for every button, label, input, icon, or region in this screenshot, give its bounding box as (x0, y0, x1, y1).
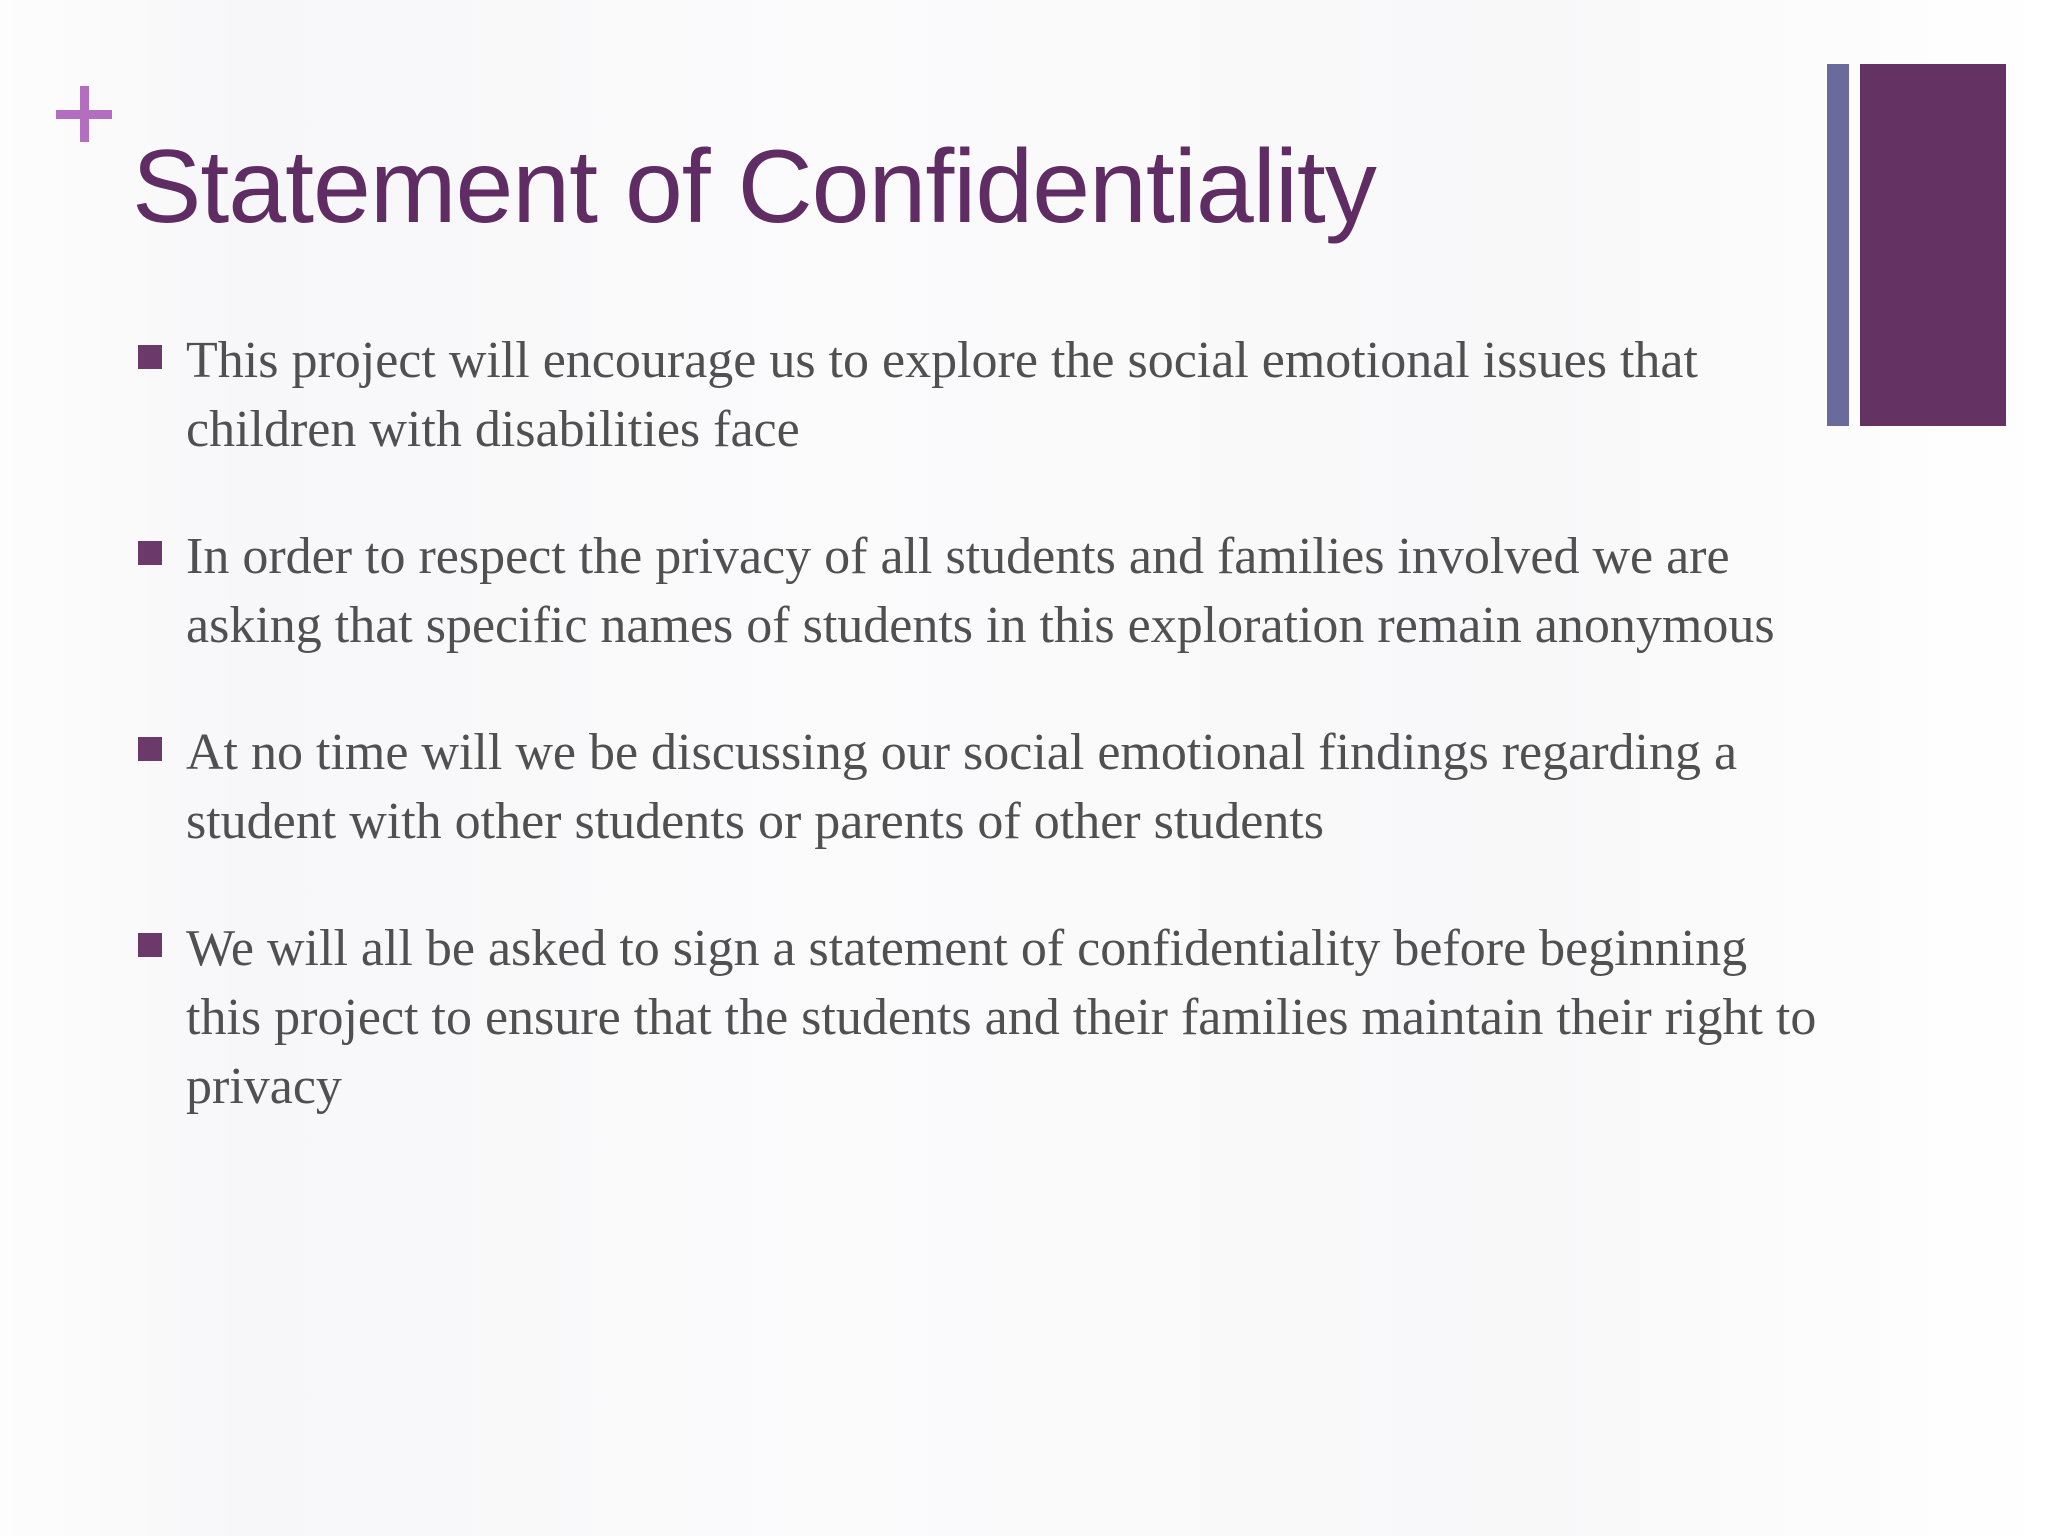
square-bullet-icon (138, 933, 162, 957)
square-bullet-icon (138, 737, 162, 761)
bullet-text: This project will encourage us to explore the social emotional issues that children with disabilities face (186, 332, 1698, 458)
plus-icon-vertical (80, 86, 89, 142)
bullet-item (138, 718, 1818, 856)
bullet-text: In order to respect the privacy of all students and families involved we are asking that specific names of students in this exploration remain anonymous (186, 528, 1775, 654)
bullet-text: At no time will we be discussing our social emotional findings regarding a student with other students or parents of other students (186, 724, 1738, 850)
decorative-wide-bar (1860, 64, 2006, 426)
bullet-item (138, 326, 1818, 464)
bullet-list (138, 326, 1818, 1179)
bullet-item (138, 522, 1818, 660)
square-bullet-icon (138, 541, 162, 565)
slide-title: Statement of Confidentiality (132, 129, 1376, 245)
bullet-item (138, 914, 1818, 1121)
square-bullet-icon (138, 345, 162, 369)
plus-icon (52, 82, 116, 146)
bullet-text: We will all be asked to sign a statement of confidentiality before beginning this project to ensure that the students and their families maintain their right to privacy (186, 920, 1817, 1115)
decorative-thin-bar (1827, 64, 1849, 426)
